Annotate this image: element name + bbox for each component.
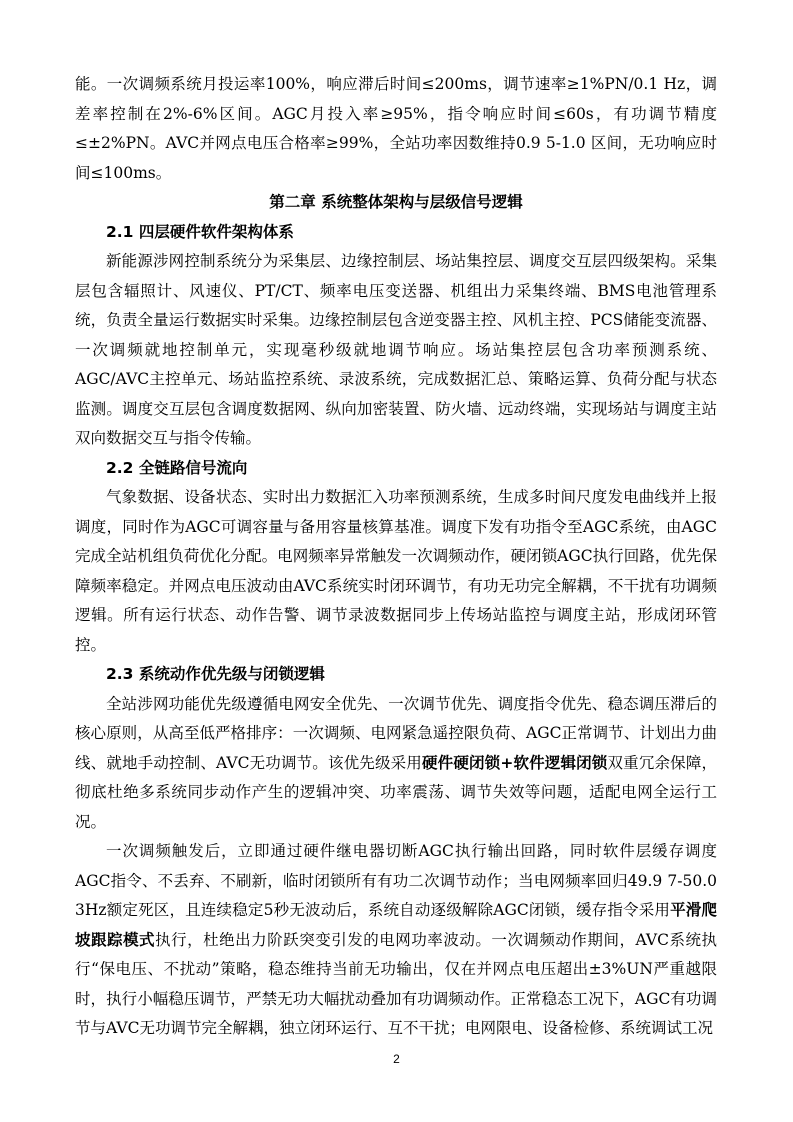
section-2-2-paragraph: 气象数据、设备状态、实时出力数据汇入功率预测系统，生成多时间尺度发电曲线并上报调度，同时作为AGC可调容量与备用容量核算基准。调度下发有功指令至AGC系统，由AGC完成全站机组负荷优化分配。电网频率异常触发一次调频动作，硬闭锁AGC执行回路，优先保障频率稳定。并网点电压波动由AVC系统实时闭环调节，有功无功完全解耦，不干扰有功调频逻辑。所有运行状态、动作告警、调节录波数据同步上传场站监控与调度主站，形成闭环管控。	[75, 488, 717, 654]
page-number: 2	[393, 1052, 400, 1066]
section-heading-2-3: 2.3 系统动作优先级与闭锁逻辑	[106, 665, 325, 683]
section-heading-2-2: 2.2 全链路信号流向	[106, 458, 248, 477]
chapter-title: 第二章 系统整体架构与层级信号逻辑	[269, 193, 523, 211]
section-2-1-paragraph: 新能源涉网控制系统分为采集层、边缘控制层、场站集控层、调度交互层四级架构。采集层包含辐照计、风速仪、PT/CT、频率电压变送器、机组出力采集终端、BMS电池管理系统，负责全量运行数据实时采集。边缘控制层包含逆变器主控、风机主控、PCS储能变流器、一次调频就地控制单元，实现毫秒级就地调节响应。场站集控层包含功率预测系统、AGC/AVC主控单元、场站监控系统、录波系统，完成数据汇总、策略运算、负荷分配与状态监测。调度交互层包含调度数据网、纵向加密装置、防火墙、远动终端，实现场站与调度主站双向数据交互与指令传输。	[75, 252, 717, 447]
page-content	[75, 70, 717, 1044]
section-2-3-paragraph-1	[75, 690, 717, 838]
emphasis-text: 平滑爬坡跟踪模式	[75, 901, 717, 949]
section-heading-2-1: 2.1 四层硬件软件架构体系	[106, 222, 294, 241]
paragraph-text: 全站涉网功能优先级遵循电网安全优先、一次调节优先、调度指令优先、稳态调压滞后的核心原则，从高至低严格排序：一次调频、电网紧急遥控限负荷、AGC正常调节、计划出力曲线、就地手动控制、AVC无功调节。该优先级采用	[75, 694, 717, 772]
paragraph-text: 执行，杜绝出力阶跃突变引发的电网功率波动。一次调频动作期间，AVC系统执行“保电压、不扰动”策略，稳态维持当前无功输出，仅在并网点电压超出±3%UN严重越限时，执行小幅稳压调节，严禁无功大幅扰动叠加有功调频动作。正常稳态工况下，AGC有功调节与AVC无功调节完全解耦，独立闭环运行、互不干扰；电网限电、设备检修、系统调试工况	[75, 930, 717, 1037]
paragraph-text: 一次调频触发后，立即通过硬件继电器切断AGC执行输出回路，同时软件层缓存调度AGC指令、不丢弃、不刷新，临时闭锁所有有功二次调节动作；当电网频率回归49.9 7-50.0 3Hz额定死区，且连续稳定5秒无波动后，系统自动逐级解除AGC闭锁，缓存指令采用	[75, 842, 717, 919]
emphasis-text: 硬件硬闭锁+软件逻辑闭锁	[421, 753, 608, 772]
intro-paragraph: 能。一次调频系统月投运率100%，响应滞后时间≤200ms，调节速率≥1%PN/0.1 Hz，调差率控制在2%-6%区间。AGC月投入率≥95%，指令响应时间≤60s，有功调节精度≤±2%PN。AVC并网点电压合格率≥99%，全站功率因数维持0.9 5-1.0 区间，无功响应时间≤100ms。	[75, 75, 717, 182]
paragraph-text: 双重冗余保障，彻底杜绝多系统同步动作产生的逻辑冲突、功率震荡、调节失效等问题，适配电网全运行工况。	[75, 753, 717, 831]
section-2-3-paragraph-2	[75, 837, 717, 1044]
